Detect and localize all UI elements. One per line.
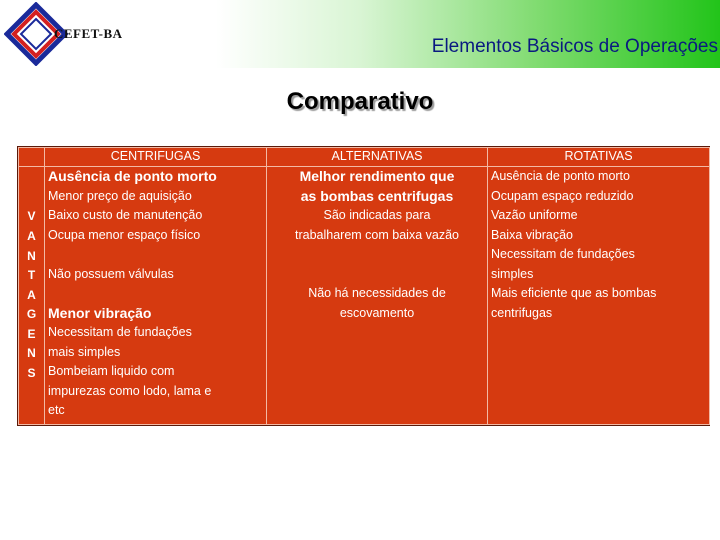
- vantagens-side-label: [19, 167, 45, 425]
- rotativas-cell: [488, 167, 710, 425]
- spacer: [270, 245, 484, 265]
- page-title: Comparativo: [286, 88, 434, 115]
- table-header-row: [19, 148, 710, 167]
- side-letter: G: [26, 307, 37, 322]
- list-item: Ocupam espaço reduzido: [491, 188, 634, 203]
- centrifugas-cell: [45, 167, 267, 425]
- list-item: as bombas centrifugas: [300, 187, 454, 204]
- side-letter: E: [27, 326, 36, 341]
- list-item: Ausência de ponto morto: [491, 169, 630, 183]
- list-item: Menor vibração: [48, 304, 152, 321]
- header-rotativas: ROTATIVAS: [488, 148, 710, 167]
- list-item: Ocupa menor espaço físico: [48, 227, 201, 242]
- list-item: Necessitam de fundações: [48, 325, 192, 339]
- side-letter: T: [27, 268, 36, 283]
- list-item: centrifugas: [491, 305, 553, 320]
- header-title: Elementos Básicos de Operações: [431, 36, 718, 57]
- list-item: Baixa vibração: [491, 227, 573, 242]
- comparison-table: [17, 146, 710, 426]
- side-letter: N: [27, 346, 36, 361]
- side-letter: V: [27, 209, 36, 224]
- list-item: Mais eficiente que as bombas: [491, 286, 657, 300]
- comparison-grid: [18, 147, 710, 425]
- list-item: Não há necessidades de: [308, 286, 446, 300]
- list-item: escovamento: [339, 305, 415, 320]
- list-item: Melhor rendimento que: [299, 168, 455, 184]
- alternativas-cell: [267, 167, 488, 425]
- cefet-logo: [4, 2, 128, 66]
- list-item: trabalharem com baixa vazão: [295, 227, 459, 242]
- list-item: São indicadas para: [323, 208, 431, 222]
- side-letter: S: [27, 366, 36, 381]
- header-centrifugas: CENTRIFUGAS: [45, 148, 267, 167]
- list-item: Necessitam de fundações: [491, 247, 635, 261]
- list-item: Baixo custo de manutenção: [48, 208, 203, 222]
- list-item: mais simples: [48, 344, 121, 359]
- list-item: etc: [48, 403, 65, 417]
- table-body-row: [19, 167, 710, 425]
- header-bar: [0, 0, 720, 68]
- list-item: impurezas como lodo, lama e: [48, 383, 212, 398]
- list-item: Ausência de ponto morto: [48, 168, 217, 184]
- list-item: Não possuem válvulas: [48, 266, 174, 281]
- list-item: Vazão uniforme: [491, 208, 578, 222]
- spacer: [48, 284, 263, 304]
- list-item: Menor preço de aquisição: [48, 188, 192, 203]
- logo-text: CEFET-BA: [54, 26, 123, 41]
- side-letter: A: [27, 228, 36, 243]
- page-title-container: [0, 88, 720, 116]
- list-item: simples: [491, 266, 534, 281]
- spacer: [270, 265, 484, 285]
- spacer: [48, 245, 263, 265]
- corner-cell: [19, 148, 45, 167]
- side-letter: A: [27, 287, 36, 302]
- side-letter: N: [27, 248, 36, 263]
- header-alternativas: ALTERNATIVAS: [267, 148, 488, 167]
- list-item: Bombeiam liquido com: [48, 364, 175, 378]
